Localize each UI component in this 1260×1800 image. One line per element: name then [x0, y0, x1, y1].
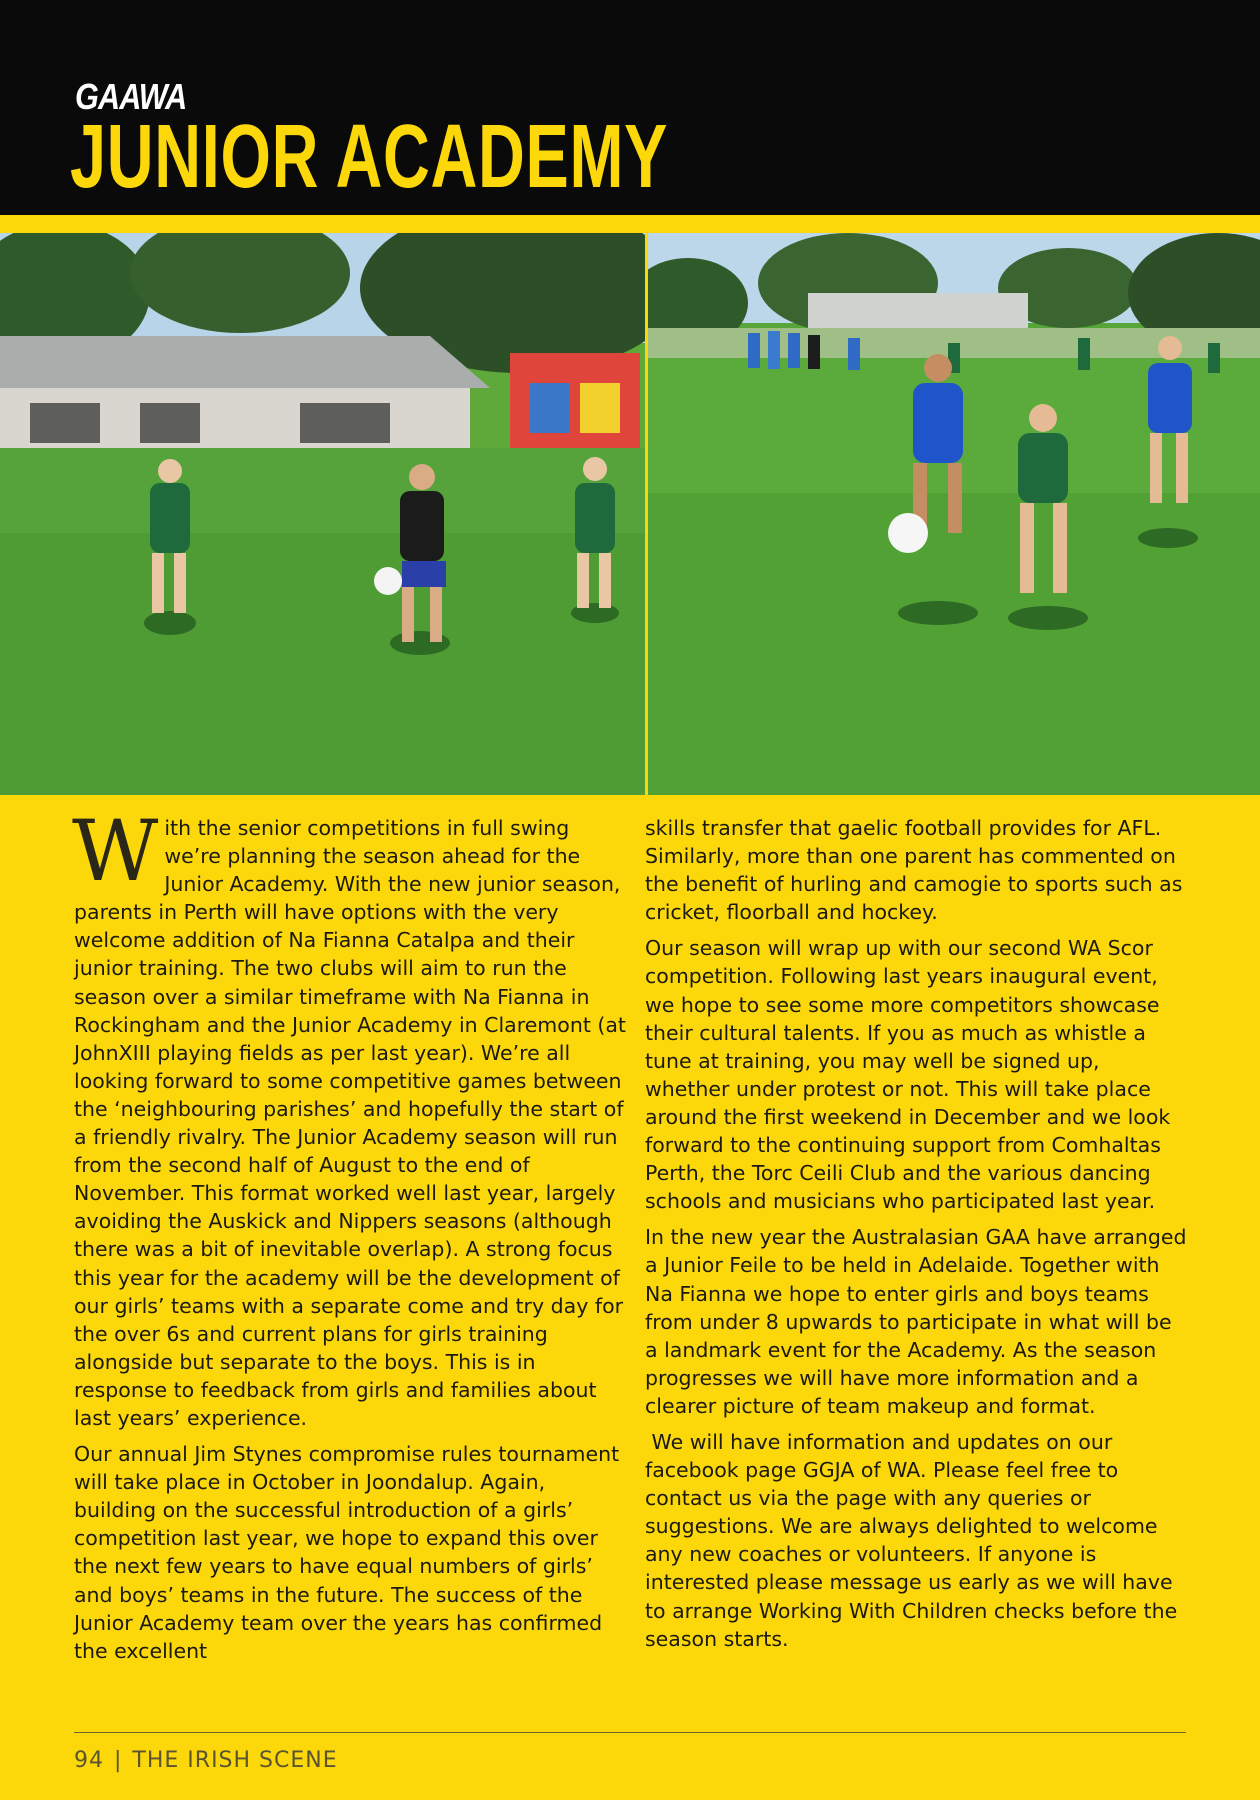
article-paragraph: Our season will wrap up with our second WA Scor competition. Following last years inaugural event, we hope to see some more competitors showcase their cultural talents. If you as much as whistle a tune at training, you may well be signed up, whether under protest or not. This will take place around the first weekend in December and we look forward to the continuing support from Comhaltas Perth, the Torc Ceili Club and the various dancing schools and musicians who participated last year.	[645, 936, 1171, 1214]
page-footer	[74, 1748, 338, 1773]
drop-cap: W	[72, 802, 159, 900]
article-paragraph: We will have information and updates on our facebook page GGJA of WA. Please feel free to contact us via the page with any queries or suggestions. We are always delighted to welcome any new coaches or volunteers. If anyone is interested please message us early as we will have to arrange Working With Children checks before the season starts.	[645, 1429, 1184, 1651]
paragraph-text: ith the senior competitions in full swing we’re planning the season ahead for the Junior Academy. With the new junior season, parents in Perth will have options with the very welcome addition of Na Fianna Catalpa and their junior training. The two clubs will aim to run the season over a similar timeframe with Na Fianna in Rockingham and the Junior Academy in Claremont (at JohnXIII playing fields as per last year). We’re all looking forward to some competitive games between the ‘neighbouring parishes’ and hopefully the start of a friendly rivalry. The Junior Academy season will run from the second half of August to the end of November. This format worked well last year, largely avoiding the Auskick and Nippers seasons (although there was a bit of inevitable overlap). A strong focus this year for the academy will be the development of our girls’ teams with a separate come and try day for the over 6s and current plans for girls training alongside but separate to the boys. This is in response to feedback from girls and families about last years’ experience.	[74, 816, 626, 1430]
article-paragraph: Our annual Jim Stynes compromise rules tournament will take place in October in Joondalup. Again, building on the successful introduction of a girls’ competition last year, we hope to expand this over the next few years to have equal numbers of girls’ and boys’ teams in the future. The success of the Junior Academy team over the years has confirmed the excellent	[74, 1442, 620, 1663]
article-column-left	[72, 802, 626, 1673]
article-paragraph: skills transfer that gaelic football provides for AFL. Similarly, more than one parent has commented on the benefit of hurling and camogie to sports such as cricket, floorball and hockey.	[645, 816, 1183, 925]
section-kicker: GAAWA	[75, 76, 187, 117]
page-title: JUNIOR ACADEMY	[70, 107, 669, 207]
footer-divider	[74, 1732, 1186, 1733]
page-number: 94	[74, 1748, 104, 1773]
publication-name: THE IRISH SCENE	[132, 1748, 338, 1773]
article-paragraph	[72, 802, 626, 1432]
photo-left	[0, 233, 645, 795]
article-paragraph: In the new year the Australasian GAA have arranged a Junior Feile to be held in Adelaide. Together with Na Fianna we hope to enter girls and boys teams from under 8 upwards to participate in what will be a landmark event for the Academy. As the season progresses we will have more information and a clearer picture of team makeup and format.	[645, 1225, 1187, 1418]
article-column-right	[645, 814, 1190, 1661]
footer-separator: |	[114, 1748, 123, 1773]
photo-strip	[0, 233, 1260, 795]
header-band	[0, 0, 1260, 215]
photo-right	[648, 233, 1260, 795]
